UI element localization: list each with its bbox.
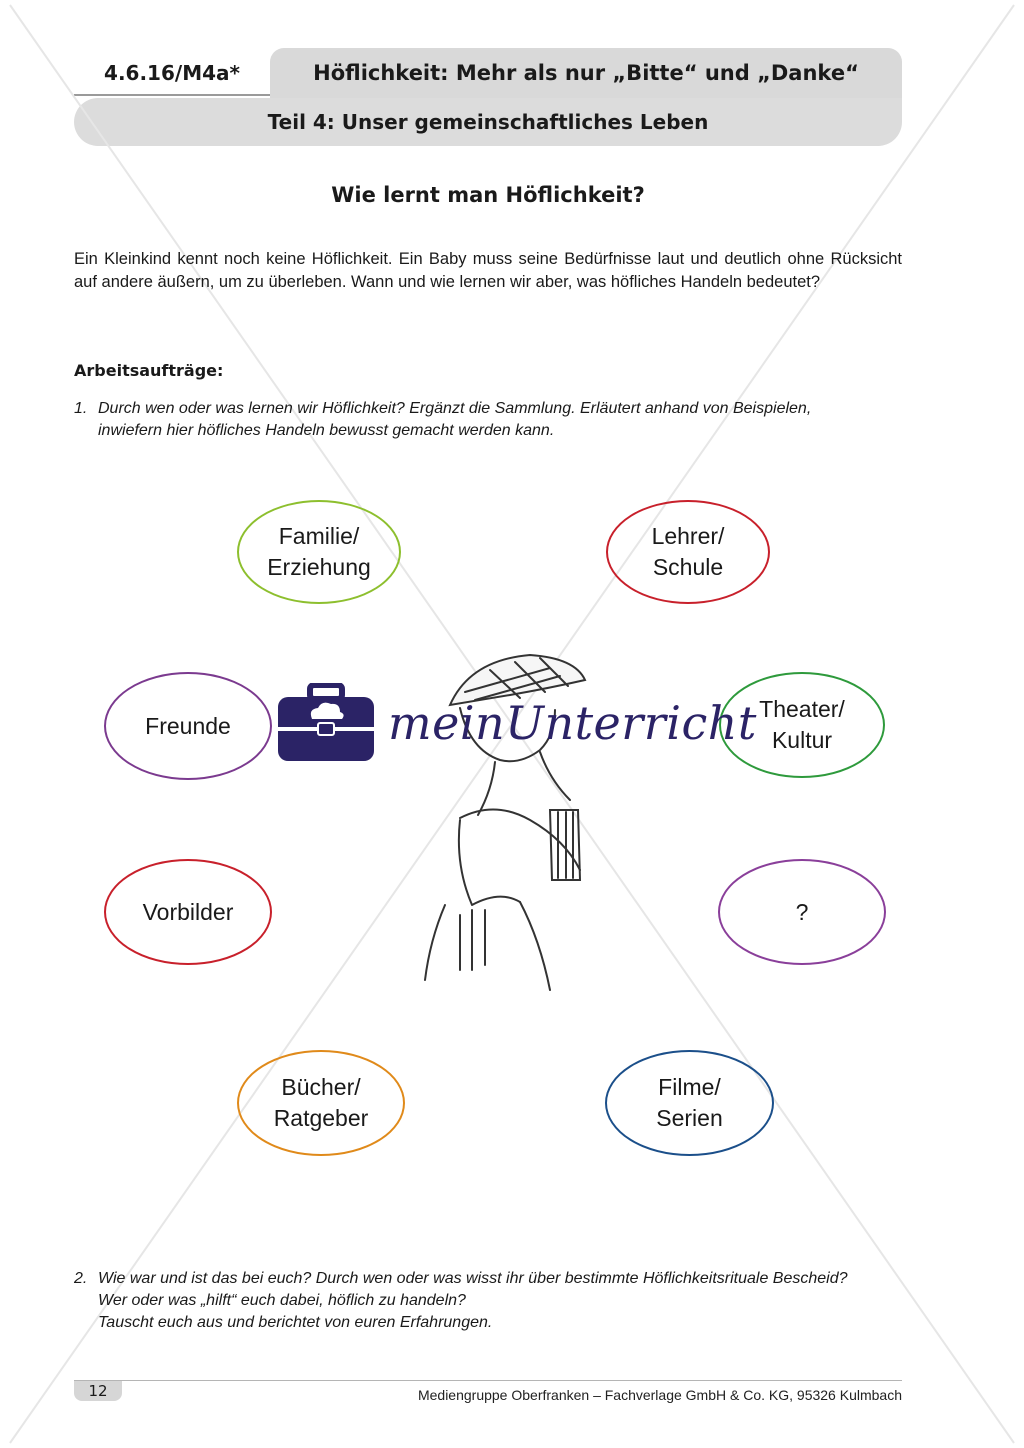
watermark-text: meinUnterricht bbox=[388, 696, 757, 750]
bubble-familie-erziehung bbox=[237, 500, 401, 604]
worksheet-title: Wie lernt man Höflichkeit? bbox=[331, 183, 645, 207]
bubble-lehrer-line-1: Lehrer/ bbox=[651, 523, 725, 549]
briefcase-cloud-logo-icon bbox=[278, 683, 374, 761]
bubble-freunde-label: Freunde bbox=[145, 712, 231, 739]
task-2-line-2: Wer oder was „hilft“ euch dabei, höflich zu handeln? bbox=[98, 1292, 466, 1309]
task-2-number: 2. bbox=[74, 1270, 88, 1287]
bubble-theater-line-2: Kultur bbox=[771, 727, 833, 753]
task-1 bbox=[74, 398, 902, 442]
bubble-freunde bbox=[104, 672, 272, 780]
bubble-theater-line-1: Theater/ bbox=[759, 696, 845, 722]
bubble-lehrer-line-2: Schule bbox=[652, 554, 724, 580]
bubble-filme-line-2: Serien bbox=[656, 1105, 723, 1131]
bubble-familie-line-2: Erziehung bbox=[267, 554, 371, 580]
publisher-info: Mediengruppe Oberfranken – Fachverlage GmbH & Co. KG, 95326 Kulmbach bbox=[417, 1387, 902, 1403]
bubble-lehrer-schule bbox=[606, 500, 770, 604]
task-2-line-1: Wie war und ist das bei euch? Durch wen oder was wisst ihr über bestimmte Höflichkeitsrituale Bescheid? bbox=[98, 1270, 848, 1287]
tasks-heading: Arbeitsaufträge: bbox=[74, 361, 224, 380]
bubble-vorbilder bbox=[104, 859, 272, 965]
material-code: 4.6.16/M4a* bbox=[74, 50, 270, 96]
page-number: 12 bbox=[74, 1381, 122, 1401]
task-1-line-2: inwiefern hier höfliches Handeln bewusst gemacht werden kann. bbox=[98, 422, 555, 439]
footer-divider bbox=[74, 1380, 902, 1381]
task-2-line-3: Tauscht euch aus und berichtet von euren Erfahrungen. bbox=[98, 1314, 493, 1331]
bubble-question bbox=[718, 859, 886, 965]
task-2 bbox=[74, 1268, 902, 1334]
bubble-buecher-line-1: Bücher/ bbox=[281, 1074, 361, 1100]
header-subtitle: Teil 4: Unser gemeinschaftliches Leben bbox=[74, 98, 902, 146]
bubble-filme-serien bbox=[605, 1050, 774, 1156]
bubble-familie-line-1: Familie/ bbox=[278, 523, 360, 549]
bubble-vorbilder-label: Vorbilder bbox=[142, 898, 234, 925]
task-1-number: 1. bbox=[74, 400, 88, 417]
bubble-buecher-line-2: Ratgeber bbox=[273, 1105, 369, 1131]
bubble-filme-line-1: Filme/ bbox=[658, 1074, 721, 1100]
intro-paragraph: Ein Kleinkind kennt noch keine Höflichkeit. Ein Baby muss seine Bedürfnisse laut und deutlich ohne Rücksicht auf andere äußern, um zu überleben. Wann und wie lernen wir aber, was höfliches Handeln bedeutet? bbox=[74, 250, 902, 291]
header-title: Höflichkeit: Mehr als nur „Bitte“ und „Danke“ bbox=[270, 48, 902, 98]
bubble-question-label: ? bbox=[795, 898, 809, 925]
bubble-buecher-ratgeber bbox=[237, 1050, 405, 1156]
task-1-line-1: Durch wen oder was lernen wir Höflichkeit? Ergänzt die Sammlung. Erläutert anhand von Beispielen, bbox=[98, 400, 812, 417]
